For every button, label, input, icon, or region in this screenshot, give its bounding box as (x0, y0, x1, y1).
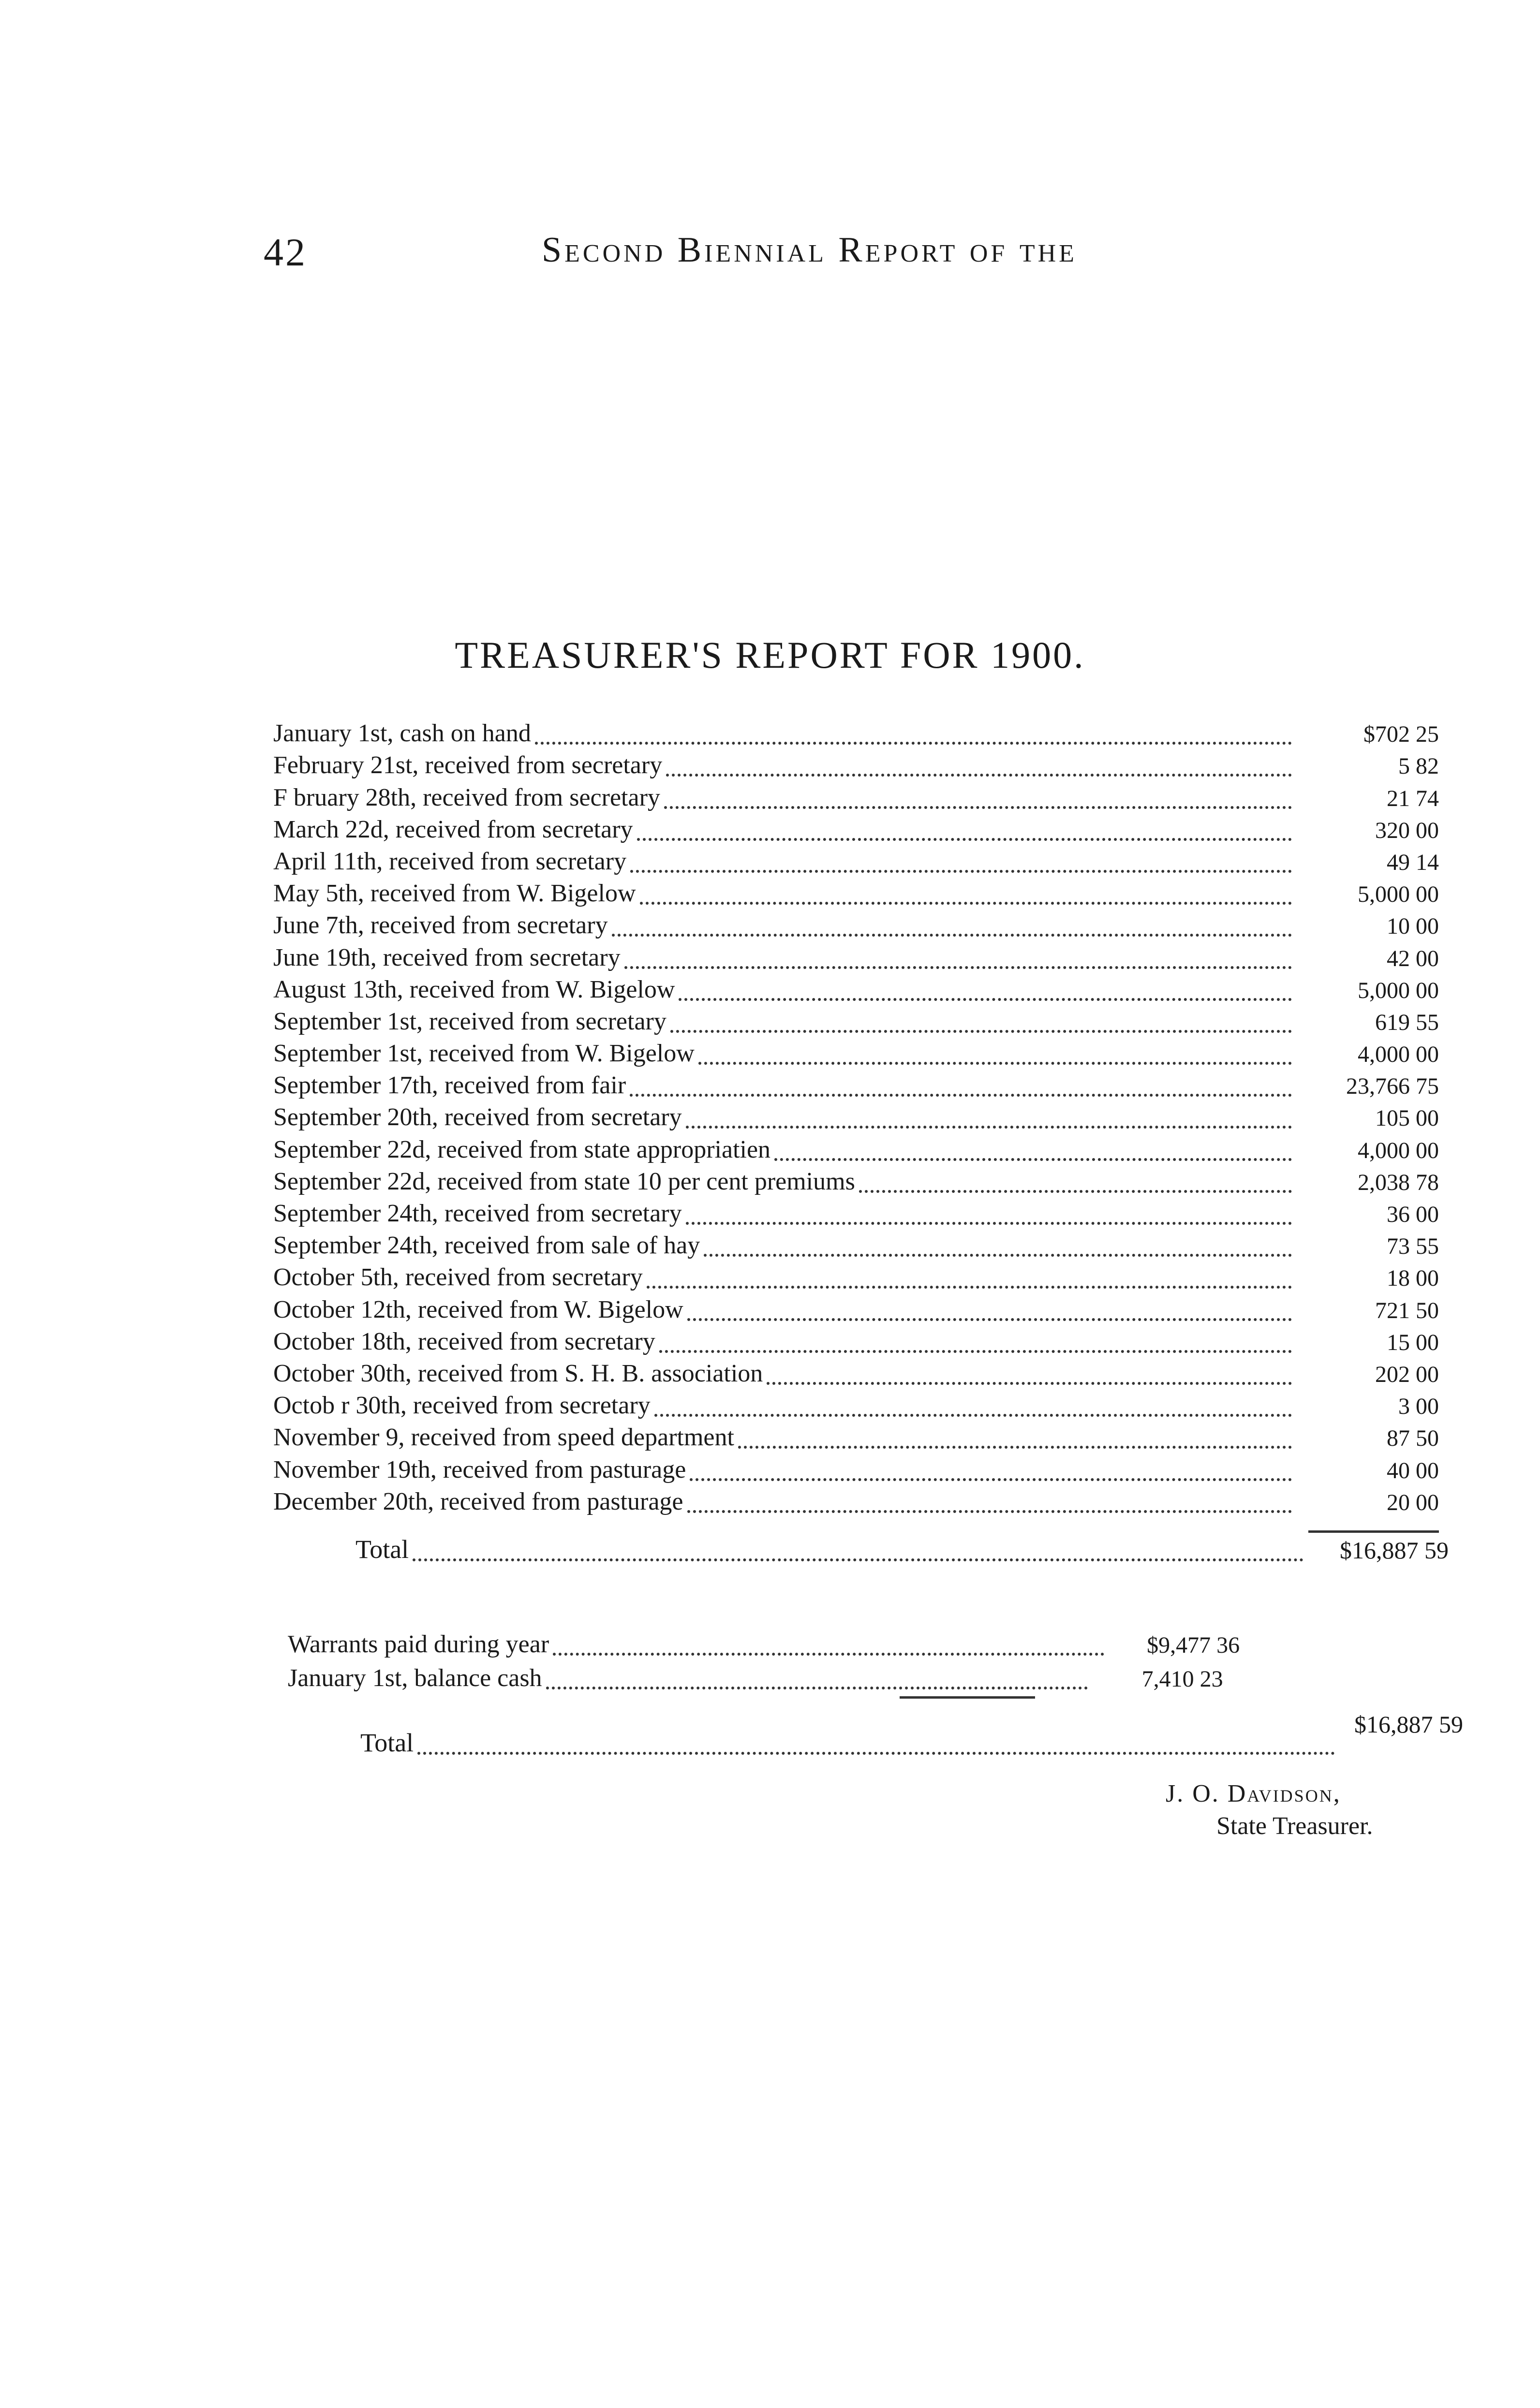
ledger-row (273, 748, 1453, 779)
row-description: October 5th, received from secretary (273, 1263, 647, 1292)
row-description: October 30th, received from S. H. B. association (273, 1359, 767, 1388)
disbursements-ledger (288, 1625, 1463, 1692)
row-amount: 721 50 (1375, 1297, 1439, 1323)
row-description: January 1st, balance cash (288, 1664, 546, 1692)
row-amount: $702 25 (1363, 721, 1439, 748)
disbursements-total-row (288, 1711, 1463, 1758)
leader-dots (666, 749, 1292, 777)
ledger-row (273, 716, 1453, 748)
ledger-row (273, 908, 1453, 940)
row-description: October 18th, received from secretary (273, 1327, 659, 1356)
row-amount: 619 55 (1375, 1009, 1439, 1035)
leader-dots (686, 1101, 1292, 1129)
row-amount: 42 00 (1387, 945, 1439, 971)
leader-dots (738, 1421, 1292, 1449)
leader-dots (417, 1727, 1335, 1755)
leader-dots (698, 1037, 1292, 1065)
sum-rule (900, 1696, 1035, 1699)
row-amount: 49 14 (1387, 849, 1439, 875)
row-description: F bruary 28th, received from secretary (273, 783, 664, 812)
receipts-total-row (273, 1526, 1453, 1564)
leader-dots (687, 1485, 1292, 1513)
leader-dots (686, 1197, 1292, 1225)
row-amount: 7,410 23 (1141, 1666, 1223, 1692)
row-description: September 1st, received from W. Bigelow (273, 1039, 698, 1068)
ledger-row (273, 1068, 1453, 1100)
leader-dots (859, 1165, 1292, 1193)
row-description: March 22d, received from secretary (273, 815, 637, 844)
row-amount: 202 00 (1375, 1361, 1439, 1387)
ledger-row (288, 1659, 1463, 1692)
row-description: June 19th, received from secretary (273, 943, 624, 972)
row-description: September 17th, received from fair (273, 1071, 630, 1100)
leader-dots (679, 973, 1292, 1001)
disbursements-total-label: Total (360, 1728, 417, 1758)
row-amount: 5 82 (1398, 753, 1439, 779)
ledger-row (273, 1260, 1453, 1292)
row-amount: 21 74 (1387, 785, 1439, 811)
ledger-row (273, 1420, 1453, 1452)
running-head (264, 230, 1231, 283)
row-amount: 2,038 78 (1358, 1169, 1439, 1195)
row-amount: 3 00 (1398, 1394, 1439, 1420)
ledger-row (273, 1484, 1453, 1516)
leader-dots (690, 1453, 1292, 1481)
receipts-total-value: $16,887 59 (1340, 1536, 1449, 1564)
row-description: February 21st, received from secretary (273, 751, 666, 779)
row-description: May 5th, received from W. Bigelow (273, 879, 640, 908)
leader-dots (630, 1069, 1292, 1097)
row-amount: 20 00 (1387, 1489, 1439, 1515)
ledger-row (273, 1196, 1453, 1228)
leader-dots (612, 909, 1292, 937)
running-title: Second Biennial Report of the (542, 230, 1077, 270)
ledger-row (273, 844, 1453, 876)
ledger-row (273, 1164, 1453, 1196)
leader-dots (553, 1628, 1104, 1656)
leader-dots (630, 845, 1292, 873)
leader-dots (774, 1133, 1292, 1161)
leader-dots (647, 1261, 1292, 1289)
signer-name: J. O. Davidson, (1166, 1780, 1341, 1807)
row-description: August 13th, received from W. Bigelow (273, 975, 679, 1004)
row-description: January 1st, cash on hand (273, 719, 535, 748)
ledger-row (288, 1625, 1463, 1659)
leader-dots (640, 877, 1292, 905)
ledger-row (273, 1292, 1453, 1323)
row-description: September 24th, received from secretary (273, 1199, 686, 1228)
leader-dots (637, 813, 1292, 841)
row-amount: 73 55 (1387, 1233, 1439, 1260)
ledger-row (273, 940, 1453, 971)
leader-dots (654, 1389, 1292, 1417)
row-description: November 19th, received from pasturage (273, 1455, 690, 1484)
row-amount: 4,000 00 (1358, 1042, 1439, 1068)
row-amount: 5,000 00 (1358, 977, 1439, 1003)
ledger-row (273, 1036, 1453, 1068)
row-amount: 87 50 (1387, 1425, 1439, 1452)
row-amount: 5,000 00 (1358, 881, 1439, 908)
leader-dots (767, 1357, 1292, 1385)
ledger-row (273, 972, 1453, 1004)
leader-dots (704, 1229, 1292, 1257)
signer-title: State Treasurer. (1216, 1812, 1373, 1840)
row-description: September 22d, received from state 10 per cent premiums (273, 1167, 859, 1196)
row-amount: 10 00 (1387, 913, 1439, 940)
row-amount: 320 00 (1375, 817, 1439, 843)
ledger-row (273, 812, 1453, 844)
ledger-row (273, 1324, 1453, 1356)
row-amount: 36 00 (1387, 1202, 1439, 1227)
ledger-row (273, 1100, 1453, 1131)
row-amount: 4,000 00 (1358, 1137, 1439, 1163)
row-description: September 22d, received from state appropriatien (273, 1135, 774, 1164)
row-description: December 20th, received from pasturage (273, 1487, 687, 1516)
row-amount: 105 00 (1375, 1105, 1439, 1131)
leader-dots (413, 1533, 1303, 1561)
signature-block (1166, 1779, 1504, 1840)
receipt-rows (273, 716, 1453, 1516)
row-description: September 24th, received from sale of hay (273, 1231, 704, 1260)
row-amount: 15 00 (1387, 1329, 1439, 1355)
ledger-row (273, 1228, 1453, 1260)
ledger-row (273, 1356, 1453, 1388)
leader-dots (687, 1293, 1292, 1321)
disbursements-total-amount: $16,887 59 (1354, 1711, 1463, 1738)
row-description: September 20th, received from secretary (273, 1103, 686, 1131)
report-title: TREASURER'S REPORT FOR 1900. (455, 634, 1085, 676)
row-description: April 11th, received from secretary (273, 847, 630, 876)
ledger-row (273, 1131, 1453, 1163)
receipts-ledger (273, 716, 1453, 1564)
row-description: Octob r 30th, received from secretary (273, 1391, 654, 1420)
ledger-row (273, 1004, 1453, 1036)
row-description: June 7th, received from secretary (273, 911, 612, 940)
row-description: November 9, received from speed department (273, 1423, 738, 1452)
receipts-total-label: Total (355, 1534, 413, 1564)
row-amount: 40 00 (1387, 1457, 1439, 1483)
leader-dots (664, 781, 1292, 809)
leader-dots (624, 941, 1292, 969)
leader-dots (670, 1005, 1292, 1033)
row-amount: 18 00 (1387, 1265, 1439, 1292)
leader-dots (535, 717, 1292, 745)
row-description: Warrants paid during year (288, 1630, 553, 1659)
receipts-total-amount (1303, 1536, 1453, 1564)
ledger-row (273, 1452, 1453, 1483)
row-description: October 12th, received from W. Bigelow (273, 1295, 687, 1324)
ledger-row (273, 876, 1453, 908)
row-amount: $9,477 36 (1147, 1632, 1240, 1658)
page-number: 42 (264, 230, 307, 274)
ledger-row (273, 779, 1453, 811)
leader-dots (659, 1325, 1292, 1353)
sum-rule (1308, 1530, 1439, 1533)
ledger-row (273, 1388, 1453, 1420)
row-description: September 1st, received from secretary (273, 1007, 670, 1036)
leader-dots (546, 1661, 1088, 1689)
row-amount: 23,766 75 (1346, 1073, 1439, 1100)
